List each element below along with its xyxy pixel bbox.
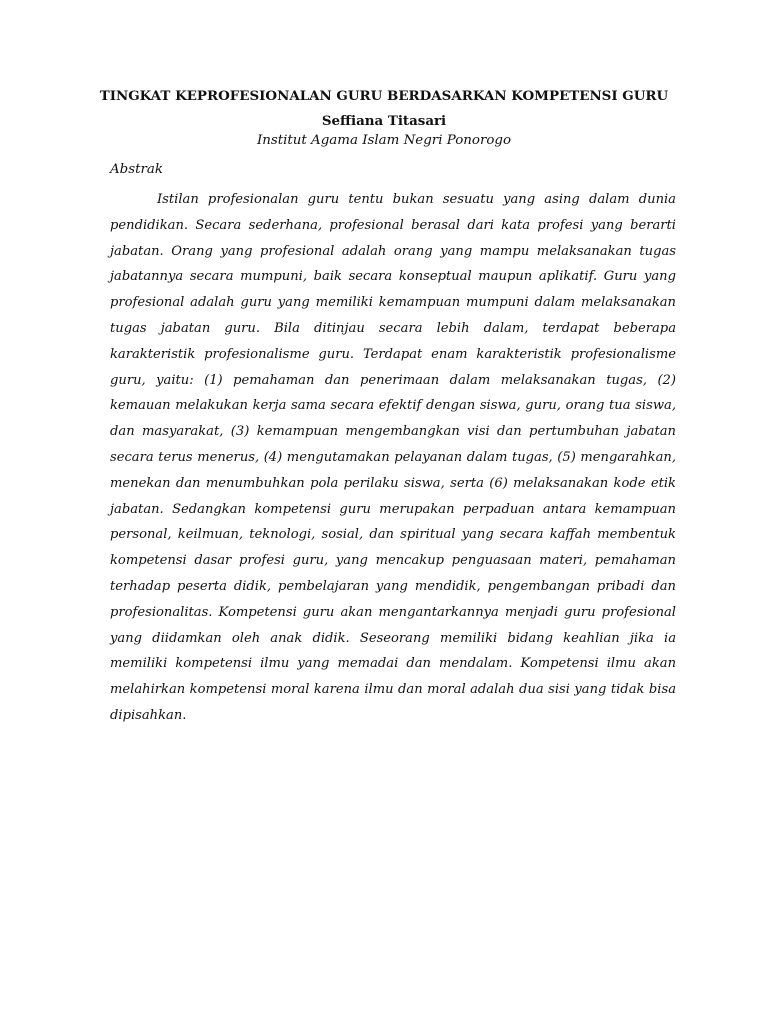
abstract-paragraph: Istilan profesionalan guru tentu bukan sesuatu yang asing dalam dunia pendidikan. Secara sederhana, profesional berasal dari kata profesi yang berarti jabatan. Orang yang profesional adalah orang yang mampu melaksanakan tugas jabatannya secara mumpuni, baik secara konseptual maupun aplikatif. Guru yang profesional adalah guru yang memiliki kemampuan mumpuni dalam melaksanakan tugas jabatan guru. Bila ditinjau secara lebih dalam, terdapat beberapa karakteristik profesionalisme guru. Terdapat enam karakteristik profesionalisme guru, yaitu: (1) pemahaman dan penerimaan dalam melaksanakan tugas, (2) kemauan melakukan kerja sama secara efektif dengan siswa, guru, orang tua siswa, dan masyarakat, (3) kemampuan mengembangkan visi dan pertumbuhan jabatan secara terus menerus, (4) mengutamakan pelayanan dalam tugas, (5) mengarahkan, menekan dan menumbuhkan pola perilaku siswa, serta (6) melaksanakan kode etik jabatan. Sedangkan kompetensi guru merupakan perpaduan antara kemampuan personal, keilmuan, teknologi, sosial, dan spiritual yang secara kaffah membentuk kompetensi dasar profesi guru, yang mencakup penguasaan materi, pemahaman terhadap peserta didik, pembelajaran yang mendidik, pengembangan pribadi dan profesionalitas. Kompetensi guru akan mengantarkannya menjadi guru profesional yang diidamkan oleh anak didik. Seseorang memiliki bidang keahlian jika ia memiliki kompetensi ilmu yang memadai dan mendalam. Kompetensi ilmu akan melahirkan kompetensi moral karena ilmu dan moral adalah dua sisi yang tidak bisa dipisahkan. xyxy=(110,192,676,723)
author-affiliation: Institut Agama Islam Negri Ponorogo xyxy=(256,133,512,148)
author-name: Seffiana Titasari xyxy=(321,113,447,129)
abstract-heading: Abstrak xyxy=(110,162,163,177)
document-title: TINGKAT KEPROFESIONALAN GURU BERDASARKAN KOMPETENSI GURU xyxy=(99,88,669,104)
